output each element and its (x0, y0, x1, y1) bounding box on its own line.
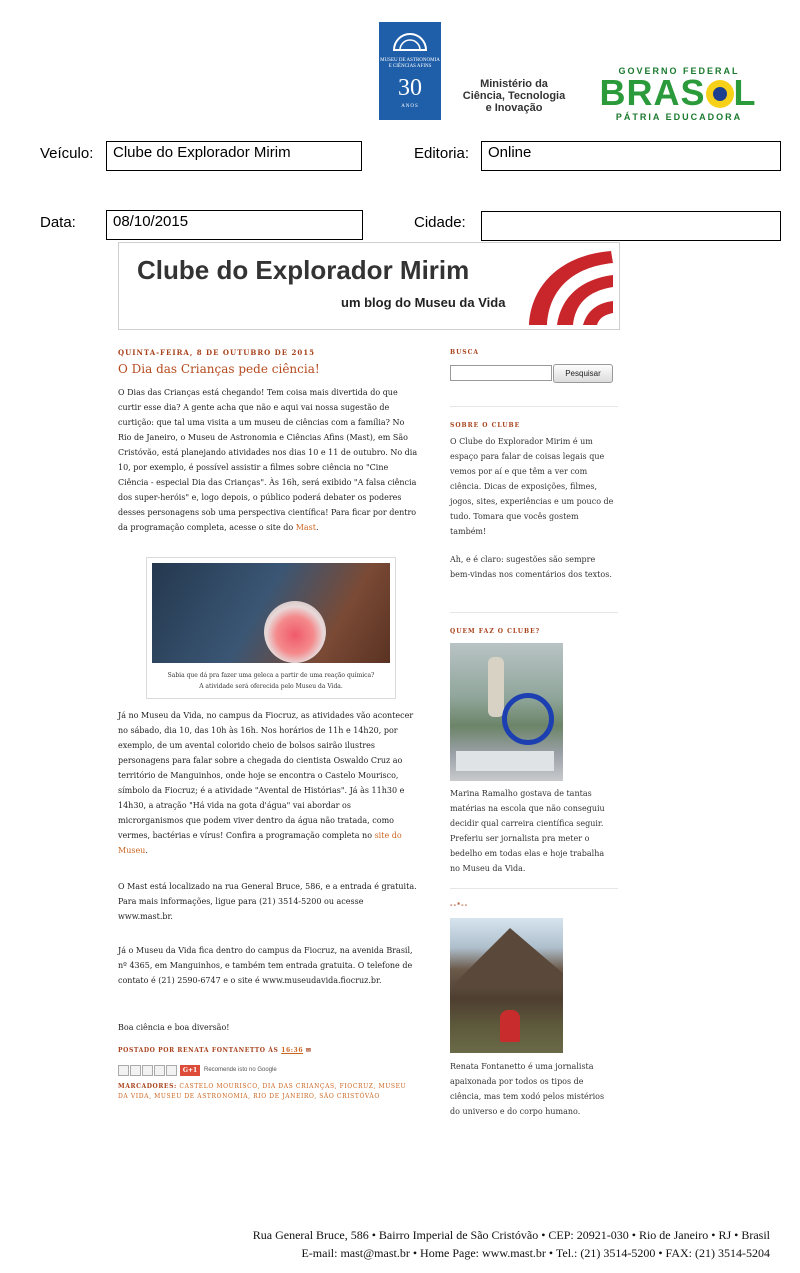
gov-logo-brasil: BRAS L (599, 72, 757, 113)
share-blog-icon[interactable] (130, 1065, 141, 1076)
blog-banner (118, 242, 620, 330)
share-email-icon[interactable] (118, 1065, 129, 1076)
sidebar-marina-text: Marina Ramalho gostava de tantas matérias na escola que não conseguiu decidir qual carreira científica seguir. Preferiu ser jornalista pra meter o bedelho em todas elas e hoje trabalha no Museu da Vida. (450, 789, 605, 873)
share-buttons (118, 1065, 277, 1077)
cidade-field (481, 211, 781, 241)
footer-address: Rua General Bruce, 586 • Bairro Imperial de São Cristóvão • CEP: 20921-030 • Rio de Janeiro • RJ • Brasil (252, 1228, 770, 1242)
data-label: Data: (40, 214, 76, 231)
red-swirl-logo-icon (521, 245, 617, 327)
post-paragraph-1: O Dias das Crianças está chegando! Tem coisa mais divertida do que curtir esse dia? A gente acha que não e aqui vai nossa sugestão de curtição: que tal uma visita a um museu de ciências com a família? No Rio de Janeiro, o Museu de Astronomia e Ciências Afins (Mast), em São Cristóvão, está planejando atividades nos dias 10 e 11 de outubro. No dia 10, por exemplo, é possível assistir a filmes sobre ciência no "Cine Ciência - especial Dia das Crianças". Às 16h, será exibido "A falsa ciência dos super-heróis" e, logo depois, o público poderá debater os poderes desses personagens sob uma perspectiva científica! Para ficar por dentro da programação completa, acesse o site do Mast. (118, 388, 418, 532)
image-caption: Sabia que dá pra fazer uma geleca a partir de uma reação química? A atividade será oferecida pelo Museu da Vida. (167, 672, 375, 690)
recommend-text: Recomende isto no Google (204, 1067, 277, 1073)
brazil-flag-icon (706, 80, 734, 108)
post-author-line: POSTADO POR RENATA FONTANETTO ÀS 16:36 ✉ (118, 1047, 312, 1054)
footer-contact: E-mail: mast@mast.br • Home Page: www.mast.br • Tel.: (21) 3514-5200 • FAX: (21) 3514-5204 (301, 1246, 770, 1260)
ministry-line-3: e Inovação (485, 102, 543, 114)
ministry-line-1: Ministério da (480, 78, 548, 90)
sidebar-search-input[interactable] (450, 365, 552, 381)
share-pinterest-icon[interactable] (166, 1065, 177, 1076)
mast-30-anos-logo (379, 22, 441, 120)
post-labels-list[interactable]: CASTELO MOURISCO, DIA DAS CRIANÇAS, FIOCRUZ, MUSEU DA VIDA, MUSEU DE ASTRONOMIA, RIO DE JANEIRO, SÃO CRISTÓVÃO (118, 1083, 407, 1100)
gov-logo-top: GOVERNO FEDERAL (618, 66, 740, 76)
veiculo-label: Veículo: (40, 145, 94, 162)
post-title[interactable]: O Dia das Crianças pede ciência! (118, 362, 320, 376)
editoria-field: Online (481, 141, 781, 171)
mast-logo-number: 30 (398, 75, 422, 101)
sidebar-who-title: QUEM FAZ O CLUBE? (450, 628, 541, 635)
marina-photo (450, 643, 563, 781)
share-twitter-icon[interactable] (142, 1065, 153, 1076)
blog-banner-subtitle: um blog do Museu da Vida (341, 295, 506, 310)
cidade-label: Cidade: (414, 214, 466, 231)
post-labels: MARCADORES: CASTELO MOURISCO, DIA DAS CRIANÇAS, FIOCRUZ, MUSEU DA VIDA, MUSEU DE ASTRONOMIA, RIO DE JANEIRO, SÃO CRISTÓVÃO (118, 1083, 407, 1100)
sidebar-divider (450, 406, 618, 407)
sidebar-search-title: BUSCA (450, 349, 480, 356)
mast-logo-anos: ANOS (401, 104, 419, 109)
mast-logo-name: MUSEU DE ASTRONOMIA E CIÊNCIAS AFINS (380, 58, 440, 69)
blog-banner-title: Clube do Explorador Mirim (137, 255, 470, 285)
observatory-dome-icon (390, 30, 430, 52)
renata-photo (450, 918, 563, 1053)
post-paragraph-5: Boa ciência e boa diversão! (118, 1023, 230, 1032)
sidebar-search-button[interactable]: Pesquisar (553, 364, 613, 383)
sidebar-renata-text: Renata Fontanetto é uma jornalista apaixonada por todos os tipos de ciência, mas tem xodó pelos mistérios do universo e do corpo humano. (450, 1062, 605, 1116)
email-post-icon[interactable]: ✉ (305, 1047, 312, 1054)
sidebar-about-title: SOBRE O CLUBE (450, 422, 521, 429)
google-plus-button[interactable]: G+1 (180, 1065, 200, 1076)
museu-site-link[interactable]: site do Museu (118, 831, 402, 855)
sidebar-about-text-2: Ah, e é claro: sugestões são sempre bem-vindas nos comentários dos textos. (450, 555, 612, 579)
post-time-link[interactable]: 16:36 (281, 1047, 304, 1054)
governo-federal-logo (594, 66, 764, 124)
veiculo-field: Clube do Explorador Mirim (106, 141, 362, 171)
post-paragraph-2: Já no Museu da Vida, no campus da Fiocruz, as atividades vão acontecer no sábado, dia 10, das 10h às 16h. Nos horários de 11h e 14h20, por exemplo, de um avental colorido cheio de bolsos sairão ilustres personagens para falar sobre a chegada do cientista Oswaldo Cruz ao território de Manguinhos, onde hoje se encontra o Castelo Mourisco, símbolo da Fiocruz; é a atividade "Avental de Histórias". Já às 11h30 e 14h30, a atração "Há vida na gota d'água" vai abordar os microrganismos que podem viver dentro da água não tratada, como vermes, bactérias e vírus! Confira a programação completa no site do Museu. (118, 711, 414, 855)
sidebar-divider-title: --*-- (450, 902, 469, 909)
data-field: 08/10/2015 (106, 210, 363, 240)
post-date: QUINTA-FEIRA, 8 DE OUTUBRO DE 2015 (118, 348, 315, 357)
sidebar-divider (450, 888, 618, 889)
mast-link[interactable]: Mast (295, 523, 316, 532)
post-paragraph-3: O Mast está localizado na rua General Bruce, 586, e a entrada é gratuita. Para mais informações, ligue para (21) 3514-5200 ou acesse www.mast.br. (118, 882, 417, 921)
slime-cup-photo (152, 563, 390, 663)
share-facebook-icon[interactable] (154, 1065, 165, 1076)
post-image (146, 557, 396, 699)
sidebar-about-text: O Clube do Explorador Mirim é um espaço para falar de coisas legais que vemos por aí e que têm a ver com ciência. Dicas de exposições, filmes, jogos, sites, experiências e um pouco de tudo. Tomara que vocês gostem também! (450, 437, 614, 536)
ministry-line-2: Ciência, Tecnologia (462, 90, 566, 102)
sidebar-divider (450, 612, 618, 613)
editoria-label: Editoria: (414, 145, 470, 162)
gov-logo-bottom: PÁTRIA EDUCADORA (615, 112, 743, 122)
post-paragraph-4: Já o Museu da Vida fica dentro do campus da Fiocruz, na avenida Brasil, nº 4365, em Manguinhos, e também tem entrada gratuita. O telefone de contato é (21) 2590-6747 e o site é www.museudavida.fiocruz.br. (118, 946, 413, 985)
ministry-logo (456, 78, 572, 114)
